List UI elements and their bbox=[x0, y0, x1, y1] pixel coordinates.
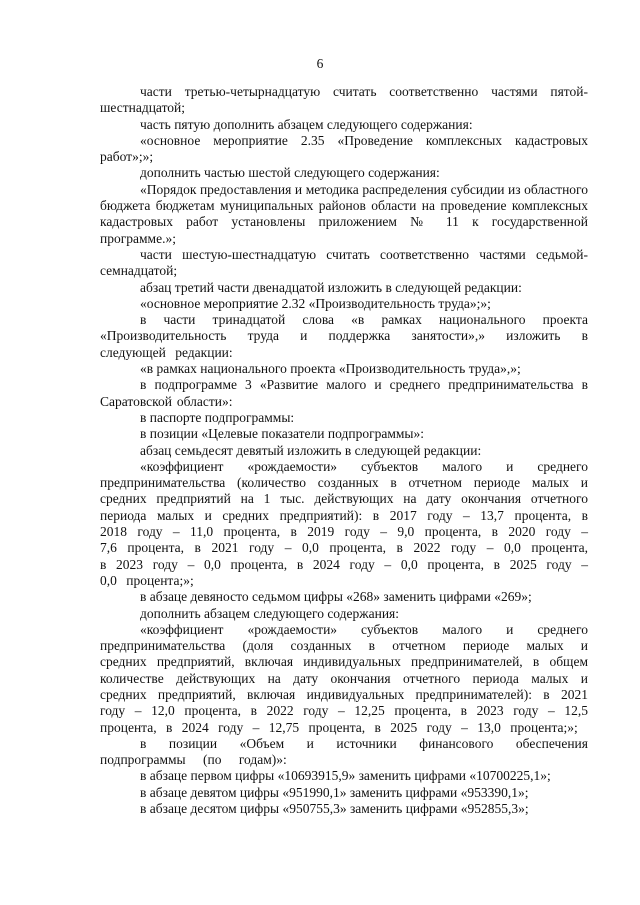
paragraph: в абзаце десятом цифры «950755,3» заменить цифрами «952855,3»; bbox=[140, 801, 529, 817]
paragraph: «коэффициент «рождаемости» субъектов малого и среднего предпринимательства (доля созданных в отчетном периоде малых и средних предприятий, включая индивидуальных предпринимателей, в общем количестве действующих на дату окончания отчетного периода малых и средних предприятий, включая индивидуальных предпринимателей): в 2021 году – 12,0 процента, в 2022 году – 12,25 процента, в 2023 году – 12,5 процента, в 2024 году – 12,75 процента, в 2025 году – 13,0 процента;»; bbox=[100, 621, 588, 735]
paragraph: абзац семьдесят девятый изложить в следующей редакции: bbox=[140, 442, 482, 458]
paragraph: абзац третий части двенадцатой изложить в следующей редакции: bbox=[140, 279, 522, 295]
paragraph: часть пятую дополнить абзацем следующего содержания: bbox=[140, 116, 473, 132]
paragraph: «Порядок предоставления и методика распределения субсидии из областного бюджета бюджетам муниципальных районов области на проведение комплексных кадастровых работ установлены приложением № 11 к государственной программе.»; bbox=[100, 181, 588, 246]
document-body bbox=[100, 84, 588, 817]
paragraph: в абзаце девятом цифры «951990,1» заменить цифрами «953390,1»; bbox=[140, 784, 529, 800]
paragraph: части шестую-шестнадцатую считать соответственно частями седьмой-семнадцатой; bbox=[100, 246, 588, 279]
paragraph: «коэффициент «рождаемости» субъектов малого и среднего предпринимательства (количество созданных в отчетном периоде малых и средних предприятий на 1 тыс. действующих на дату окончания отчетного периода малых и средних предприятий): в 2017 году – 13,7 процента, в 2018 году – 11,0 процента, в 2019 году – 9,0 процента, в 2020 году – 7,6 процента, в 2021 году – 0,0 процента, в 2022 году – 0,0 процента, в 2023 году – 0,0 процента, в 2024 году – 0,0 процента, в 2025 году – 0,0 процента;»; bbox=[100, 458, 588, 588]
paragraph: дополнить частью шестой следующего содержания: bbox=[140, 165, 440, 181]
paragraph: в абзаце девяносто седьмом цифры «268» заменить цифрами «269»; bbox=[140, 589, 532, 605]
paragraph: в абзаце первом цифры «10693915,9» заменить цифрами «10700225,1»; bbox=[140, 768, 551, 784]
page-number: 6 bbox=[316, 56, 324, 71]
paragraph: в части тринадцатой слова «в рамках национального проекта «Производительность труда и поддержка занятости»,» изложить в следующей редакции: bbox=[100, 312, 588, 360]
paragraph: «в рамках национального проекта «Производительность труда»,»; bbox=[140, 361, 521, 377]
paragraph: в позиции «Объем и источники финансового обеспечения подпрограммы (по годам)»: bbox=[100, 735, 588, 768]
paragraph: в паспорте подпрограммы: bbox=[140, 409, 295, 425]
paragraph: «основное мероприятие 2.32 «Производительность труда»;»; bbox=[140, 295, 491, 311]
paragraph: «основное мероприятие 2.35 «Проведение комплексных кадастровых работ»;»; bbox=[100, 132, 588, 165]
paragraph: в подпрограмме 3 «Развитие малого и среднего предпринимательства в Саратовской области»: bbox=[100, 377, 588, 409]
paragraph: в позиции «Целевые показатели подпрограммы»: bbox=[140, 426, 425, 442]
paragraph: части третью-четырнадцатую считать соответственно частями пятой-шестнадцатой; bbox=[100, 84, 588, 116]
paragraph: дополнить абзацем следующего содержания: bbox=[140, 605, 400, 621]
